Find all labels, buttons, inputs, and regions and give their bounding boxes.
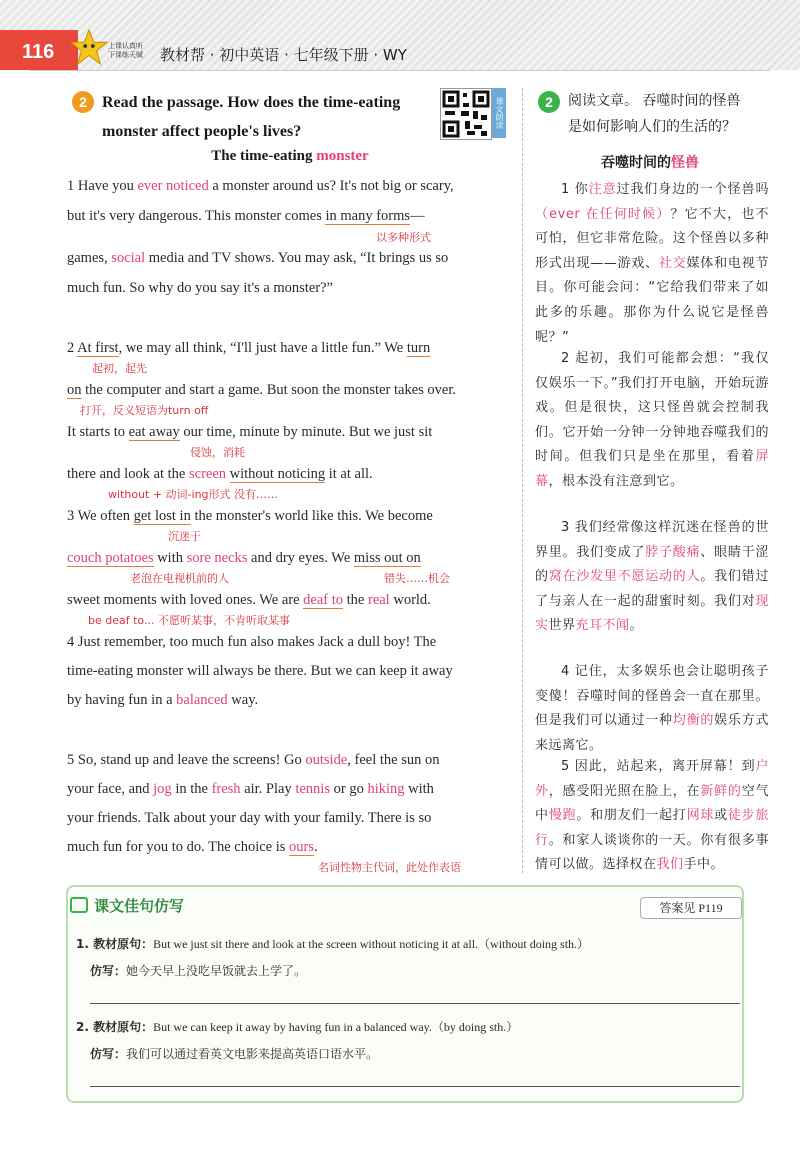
exercise-item-2-imitate: 仿写：我们可以通过看英文电影来提高英语口语水平。 [90, 1047, 379, 1061]
passage-line: couch potatoes with sore necks and dry eyes. We miss out on [67, 550, 421, 566]
phrase-turn: turn [406, 340, 431, 356]
task-number-badge: 2 [72, 91, 94, 113]
annotation: 老泡在电视机前的人 [130, 572, 229, 585]
phrase-without-noticing: without noticing [229, 466, 326, 482]
translation-paragraph-3: 3 我们经常像这样沉迷在怪兽的世界里。我们变成了脖子酸痛、眼睛干涩的窝在沙发里不愿运动的人。我们错过了与亲人在一起的甜蜜时刻。我们对现实世界充耳不闻。 [535, 520, 769, 634]
vocab-deaf-to: deaf to [303, 592, 344, 608]
vocab-outside: outside [305, 752, 348, 768]
passage-line: by having fun in a balanced way. [67, 692, 259, 708]
passage-line: sweet moments with loved ones. We are deaf to the real world. [67, 592, 431, 608]
slogan-line-1: 上课认真听 [108, 42, 143, 50]
translation-title-text: 吞噬时间的 [601, 155, 671, 171]
passage-line: much fun. So why do you say it's a monster?” [67, 280, 333, 296]
vocab-screen: screen [189, 466, 227, 482]
answer-reference: 答案见 P119 [640, 897, 742, 919]
pencil-note-icon [70, 897, 88, 913]
vocab-balanced: balanced [176, 692, 228, 708]
passage-line: 3 We often get lost in the monster's world like this. We become [67, 508, 433, 524]
passage-line: time-eating monster will always be there. But we can keep it away [67, 663, 453, 679]
translation-paragraph-1: 1 你注意过我们身边的一个怪兽吗（ever 在任何时候）？它不大，也不可怕，但它非常危险。这个怪兽以多种形式出现——游戏、社交媒体和电视节目。你可能会问：“它给我们带来了如此多的乐趣。那你为什么说它是怪兽呢？” [535, 182, 769, 345]
vocab-tennis: tennis [295, 781, 330, 797]
translation-title [535, 152, 765, 172]
page-number: 116 [0, 30, 78, 70]
passage-line: much fun for you to do. The choice is ours. [67, 839, 318, 855]
task-heading-line-1: Read the passage. How does the time-eating [102, 94, 401, 111]
answer-blank-1[interactable] [90, 1003, 740, 1004]
slogan [108, 42, 148, 60]
vocab-ours: ours [289, 839, 315, 855]
annotation: 以多种形式 [376, 231, 431, 244]
phrase-miss-out-on: miss out on [353, 550, 421, 566]
passage-title-text: The time-eating [211, 148, 317, 164]
passage-line: 4 Just remember, too much fun also makes Jack a dull boy! The [67, 634, 437, 650]
star-mascot-icon [70, 28, 108, 66]
exercise-title: 课文佳句仿写 [94, 897, 185, 915]
qr-tag: 课文朗读 [492, 88, 506, 138]
task-heading-zh [568, 88, 768, 140]
annotation: 沉迷于 [168, 530, 201, 543]
exercise-item-2-source: 2. 教材原句：But we can keep it away by having fun in a balanced way.（by doing sth.） [76, 1020, 519, 1034]
phrase-on: on [67, 382, 82, 398]
passage-line: 1 Have you ever noticed a monster around us? It's not big or scary, [67, 178, 454, 194]
answer-blank-2[interactable] [90, 1086, 740, 1087]
annotation: 侵蚀，消耗 [190, 446, 245, 459]
task-number-badge-zh: 2 [538, 91, 560, 113]
annotation: 名词性物主代词，此处作表语 [318, 861, 461, 874]
vocab-social: social [111, 250, 146, 266]
exercise-item-1-imitate: 仿写：她今天早上没吃早饭就去上学了。 [90, 964, 307, 978]
column-divider [522, 88, 523, 873]
task-heading-zh-line-1: 阅读文章。 吞噬时间的怪兽 [568, 93, 741, 109]
annotation: 打开，反义短语为turn off [80, 404, 209, 417]
exercise-item-1-source: 1. 教材原句：But we just sit there and look at the screen without noticing it at all.（without doing sth.） [76, 937, 590, 951]
slogan-line-2: 下课练天赋 [108, 51, 143, 59]
passage-line: 2 At first, we may all think, “I'll just have a little fun.” We turn [67, 340, 431, 356]
passage-line: It starts to eat away our time, minute by minute. But we just sit [67, 424, 433, 440]
phrase-in-many-forms: in many forms [325, 208, 411, 224]
header-divider [30, 70, 770, 71]
annotation: without + 动词-ing形式 没有…… [108, 488, 279, 501]
passage-line: your face, and jog in the fresh air. Play tennis or go hiking with [67, 781, 434, 797]
phrase-at-first: At first [77, 340, 119, 356]
qr-code-icon[interactable] [440, 88, 492, 140]
translation-paragraph-5: 5 因此，站起来，离开屏幕！到户外，感受阳光照在脸上，在新鲜的空气中慢跑。和朋友们一起打网球或徒步旅行。和家人谈谈你的一天。你有很多事情可以做。选择权在我们手中。 [535, 759, 769, 873]
vocab-fresh: fresh [211, 781, 241, 797]
task-heading-line-2: monster affect people's lives? [102, 123, 302, 140]
annotation: be deaf to... 不愿听某事，不肯听取某事 [88, 614, 290, 627]
phrase-eat-away: eat away [128, 424, 180, 440]
vocab-sore-necks: sore necks [186, 550, 248, 566]
passage-line: your friends. Talk about your day with your family. There is so [67, 810, 432, 826]
vocab-hiking: hiking [367, 781, 405, 797]
book-title: 教材帮 · 初中英语 · 七年级下册 · WY [160, 46, 407, 64]
translation-paragraph-2: 2 起初，我们可能都会想：“我仅仅娱乐一下。”我们打开电脑，开始玩游戏。但是很快，这只怪兽就会控制我们。它开始一分钟一分钟地吞噬我们的时间。但我们只是坐在那里，看着屏幕，根本没有注意到它。 [535, 351, 769, 489]
vocab-couch-potatoes: couch potatoes [67, 550, 154, 566]
translation-paragraph-4: 4 记住，太多娱乐也会让聪明孩子变傻！吞噬时间的怪兽会一直在那里。但是我们可以通过一种均衡的娱乐方式来远离它。 [535, 664, 769, 753]
vocab-jog: jog [153, 781, 172, 797]
task-heading-en [102, 88, 432, 146]
passage-line: but it's very dangerous. This monster comes in many forms— [67, 208, 425, 224]
passage-title [70, 148, 510, 165]
translation-title-highlight: 怪兽 [671, 155, 699, 171]
annotation: 错失……机会 [384, 572, 450, 585]
passage-line: games, social media and TV shows. You may ask, “It brings us so [67, 250, 449, 266]
passage-line: there and look at the screen without noticing it at all. [67, 466, 373, 482]
vocab-ever-noticed: ever noticed [137, 178, 209, 194]
task-heading-zh-line-2: 是如何影响人们的生活的？ [568, 119, 736, 135]
passage-line: on the computer and start a game. But soon the monster takes over. [67, 382, 456, 398]
vocab-real: real [367, 592, 390, 608]
passage-line: 5 So, stand up and leave the screens! Go outside, feel the sun on [67, 752, 440, 768]
phrase-get-lost-in: get lost in [133, 508, 191, 524]
annotation: 起初，起先 [92, 362, 147, 375]
passage-title-highlight: monster [316, 148, 369, 164]
